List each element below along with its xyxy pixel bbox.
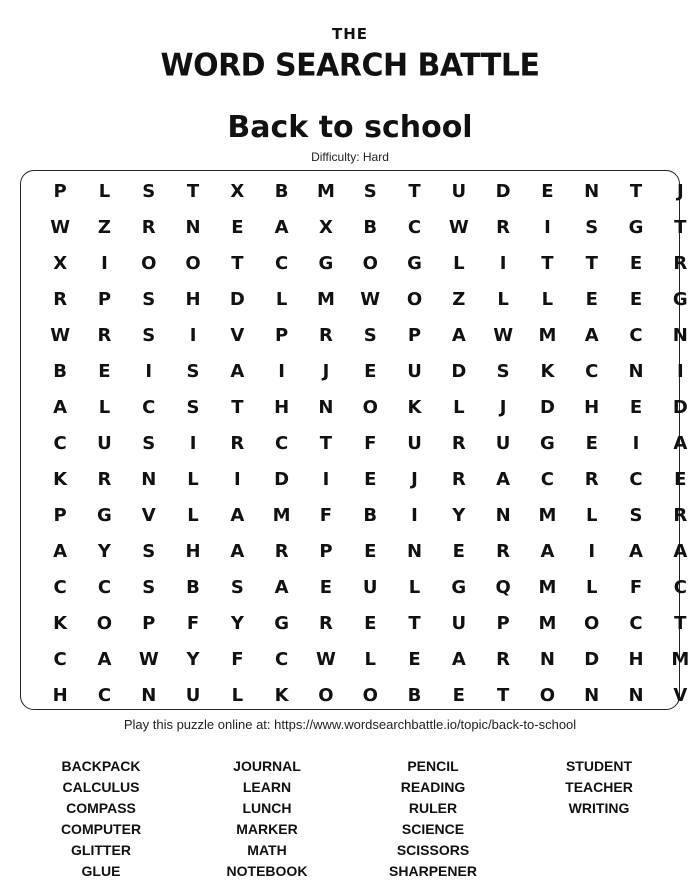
grid-cell[interactable]: L (364, 648, 376, 670)
difficulty-label: Difficulty: Hard (311, 150, 389, 164)
grid-cell[interactable]: S (363, 180, 377, 202)
word-list-item: NOTEBOOK (226, 863, 308, 879)
word-list-item: SHARPENER (389, 863, 477, 879)
grid-cell[interactable]: N (628, 684, 644, 706)
grid-cell[interactable]: C (53, 432, 67, 454)
grid-cell[interactable]: M (538, 504, 557, 526)
grid-cell[interactable]: R (97, 468, 112, 490)
grid-cell[interactable]: B (363, 504, 378, 526)
grid-cell[interactable]: U (362, 576, 378, 598)
grid-cell[interactable]: G (318, 252, 334, 274)
letter-grid[interactable] (38, 173, 690, 713)
grid-cell[interactable]: M (538, 576, 557, 598)
grid-cell[interactable]: N (141, 468, 157, 490)
grid-cell[interactable]: R (97, 324, 112, 346)
grid-cell[interactable]: G (451, 576, 467, 598)
grid-cell[interactable]: E (629, 252, 643, 274)
word-list-item: STUDENT (565, 758, 633, 774)
grid-cell[interactable]: K (53, 468, 68, 490)
brand-logo: WORD SEARCH BATTLE (160, 47, 540, 84)
grid-cell[interactable]: R (584, 468, 599, 490)
grid-cell[interactable]: P (407, 324, 422, 346)
word-list-item: PENCIL (407, 758, 459, 774)
grid-cell[interactable]: L (497, 288, 509, 310)
grid-cell[interactable]: O (539, 684, 556, 706)
grid-cell[interactable]: R (274, 540, 289, 562)
grid-cell[interactable]: A (53, 540, 68, 562)
grid-cell[interactable]: W (448, 216, 469, 238)
grid-cell[interactable]: N (495, 504, 511, 526)
grid-cell[interactable]: A (274, 576, 289, 598)
grid-cell[interactable]: M (316, 288, 335, 310)
grid-cell[interactable]: D (495, 180, 511, 202)
grid-cell[interactable]: S (496, 360, 510, 382)
grid-cell[interactable]: C (407, 216, 422, 238)
grid-cell[interactable]: R (496, 216, 511, 238)
grid-cell[interactable]: Z (452, 288, 466, 310)
word-list-item: CALCULUS (62, 779, 140, 795)
grid-cell[interactable]: X (318, 216, 333, 238)
grid-cell[interactable]: W (360, 288, 381, 310)
grid-cell[interactable]: E (364, 540, 377, 562)
grid-cell[interactable]: I (189, 432, 197, 454)
grid-cell[interactable]: T (496, 684, 510, 706)
grid-cell[interactable]: N (318, 396, 334, 418)
grid-cell[interactable]: C (585, 360, 599, 382)
grid-cell[interactable]: I (544, 216, 551, 238)
grid-cell[interactable]: C (275, 432, 289, 454)
word-list-item: LEARN (242, 779, 292, 795)
grid-cell[interactable]: N (672, 324, 688, 346)
grid-cell[interactable]: U (451, 180, 467, 202)
grid-cell[interactable]: T (231, 252, 244, 274)
word-list-column (350, 756, 516, 882)
grid-cell[interactable]: G (274, 612, 290, 634)
grid-cell[interactable]: A (451, 648, 466, 670)
grid-cell[interactable]: E (231, 216, 244, 238)
grid-cell[interactable]: O (96, 612, 113, 634)
grid-cell[interactable]: M (538, 324, 557, 346)
grid-cell[interactable]: C (673, 576, 687, 598)
grid-cell[interactable]: I (411, 504, 418, 526)
grid-cell[interactable]: P (97, 288, 112, 310)
grid-cell[interactable]: D (584, 648, 600, 670)
grid-cell[interactable]: W (138, 648, 159, 670)
online-link-text: Play this puzzle online at: https://www.wordsearchbattle.io/topic/back-to-school (123, 717, 577, 732)
grid-cell[interactable]: Q (495, 576, 511, 598)
grid-cell[interactable]: E (629, 288, 643, 310)
grid-cell[interactable]: N (539, 648, 555, 670)
grid-cell[interactable]: E (452, 540, 465, 562)
grid-cell[interactable]: H (185, 540, 201, 562)
grid-cell[interactable]: A (274, 216, 289, 238)
word-list-item: SCIENCE (401, 821, 465, 837)
grid-cell[interactable]: O (362, 684, 378, 706)
grid-cell[interactable]: W (50, 324, 71, 346)
grid-cell[interactable]: A (629, 540, 643, 562)
grid-cell[interactable]: J (676, 180, 684, 202)
grid-cell[interactable]: F (319, 504, 333, 526)
grid-cell[interactable]: C (629, 468, 643, 490)
grid-cell[interactable]: L (98, 396, 111, 418)
grid-cell[interactable]: D (451, 360, 467, 382)
grid-cell[interactable]: T (319, 432, 333, 454)
word-list (18, 756, 682, 882)
grid-cell[interactable]: S (142, 324, 156, 346)
grid-cell[interactable]: R (673, 504, 688, 526)
grid-cell[interactable]: K (540, 360, 555, 382)
grid-cell[interactable]: E (541, 180, 554, 202)
puzzle-title: Back to school (227, 110, 473, 145)
grid-cell[interactable]: Y (452, 504, 466, 526)
grid-cell[interactable]: A (97, 648, 112, 670)
grid-cell[interactable]: H (185, 288, 201, 310)
word-list-item: GLITTER (71, 842, 131, 858)
grid-cell[interactable]: R (451, 432, 466, 454)
grid-cell[interactable]: A (451, 324, 466, 346)
grid-cell[interactable]: S (186, 396, 200, 418)
grid-cell[interactable]: A (584, 324, 599, 346)
grid-cell[interactable]: L (585, 504, 598, 526)
grid-cell[interactable]: L (98, 180, 111, 202)
grid-cell[interactable]: S (585, 216, 599, 238)
grid-cell[interactable]: A (53, 396, 68, 418)
grid-cell[interactable]: W (50, 216, 71, 238)
grid-cell[interactable]: P (496, 612, 510, 634)
grid-cell[interactable]: D (539, 396, 555, 418)
grid-cell[interactable]: R (451, 468, 466, 490)
grid-cell[interactable]: C (97, 576, 112, 598)
grid-cell[interactable]: I (676, 360, 684, 382)
grid-cell[interactable]: S (363, 324, 377, 346)
grid-cell[interactable]: M (671, 648, 690, 670)
grid-cell[interactable]: L (187, 468, 199, 490)
grid-cell[interactable]: T (408, 612, 421, 634)
grid-cell[interactable]: O (362, 252, 378, 274)
grid-cell[interactable]: C (540, 468, 555, 490)
grid-cell[interactable]: R (230, 432, 245, 454)
grid-cell[interactable]: L (453, 396, 465, 418)
grid-cell[interactable]: D (229, 288, 245, 310)
grid-cell[interactable]: W (493, 324, 514, 346)
grid-cell[interactable]: X (230, 180, 245, 202)
grid-cell[interactable]: H (274, 396, 290, 418)
grid-cell[interactable]: J (499, 396, 507, 418)
grid-cell[interactable]: I (588, 540, 596, 562)
word-list-item: GLUE (81, 863, 121, 879)
grid-cell[interactable]: P (53, 504, 67, 526)
grid-cell[interactable]: L (231, 684, 244, 706)
brand-the: THE (331, 25, 369, 43)
grid-cell[interactable]: Y (230, 612, 244, 634)
grid-cell[interactable]: P (53, 180, 67, 202)
grid-cell[interactable]: F (629, 576, 643, 598)
grid-cell[interactable]: R (673, 252, 688, 274)
grid-cell[interactable]: I (233, 468, 241, 490)
grid-cell[interactable]: H (628, 648, 644, 670)
grid-cell[interactable]: T (585, 252, 598, 274)
grid-cell[interactable]: I (145, 360, 153, 382)
grid-cell[interactable]: A (230, 360, 245, 382)
grid-cell[interactable]: L (408, 576, 421, 598)
grid-cell[interactable]: J (322, 360, 330, 382)
grid-cell[interactable]: K (274, 684, 289, 706)
grid-cell[interactable]: T (231, 396, 244, 418)
word-list-item: TEACHER (565, 779, 633, 795)
grid-cell[interactable]: U (451, 612, 467, 634)
grid-cell[interactable]: S (629, 504, 643, 526)
grid-cell[interactable]: I (101, 252, 108, 274)
word-list-item: MARKER (236, 821, 298, 837)
grid-cell[interactable]: L (187, 504, 199, 526)
grid-cell[interactable]: E (98, 360, 111, 382)
grid-cell[interactable]: A (230, 540, 245, 562)
grid-cell[interactable]: I (499, 252, 507, 274)
grid-cell[interactable]: E (452, 684, 465, 706)
grid-cell[interactable]: P (142, 612, 156, 634)
grid-cell[interactable]: R (141, 216, 156, 238)
grid-cell[interactable]: E (674, 468, 687, 490)
grid-cell[interactable]: B (274, 180, 289, 202)
grid-cell[interactable]: N (185, 216, 201, 238)
grid-cell[interactable]: T (541, 252, 554, 274)
grid-cell[interactable]: R (53, 288, 68, 310)
word-list-item: COMPASS (66, 800, 136, 816)
word-list-item: RULER (408, 800, 458, 816)
grid-cell[interactable]: U (495, 432, 511, 454)
grid-cell[interactable]: Y (97, 540, 111, 562)
grid-cell[interactable]: E (319, 576, 333, 598)
grid-cell[interactable]: B (407, 684, 422, 706)
grid-cell[interactable]: B (363, 216, 378, 238)
grid-cell[interactable]: R (496, 648, 511, 670)
grid-cell[interactable]: H (52, 684, 68, 706)
grid-cell[interactable]: V (673, 684, 688, 706)
grid-cell[interactable]: C (275, 648, 289, 670)
grid-cell[interactable]: C (142, 396, 156, 418)
word-list-item: COMPUTER (60, 821, 142, 837)
grid-cell[interactable]: G (97, 504, 112, 526)
grid-cell[interactable]: N (628, 360, 644, 382)
grid-cell[interactable]: V (230, 324, 245, 346)
grid-cell[interactable]: S (142, 288, 156, 310)
grid-cell[interactable]: K (53, 612, 68, 634)
grid-cell[interactable]: W (316, 648, 336, 670)
grid-cell[interactable]: F (364, 432, 377, 454)
grid-cell[interactable]: S (230, 576, 244, 598)
grid-cell[interactable]: R (496, 540, 511, 562)
grid-cell[interactable]: G (672, 288, 688, 310)
grid-cell[interactable]: A (673, 432, 688, 454)
grid-cell[interactable]: S (142, 540, 156, 562)
grid-cell[interactable]: I (278, 360, 285, 382)
grid-cell[interactable]: N (406, 540, 423, 562)
grid-cell[interactable]: L (585, 576, 598, 598)
grid-cell[interactable]: N (584, 180, 600, 202)
grid-cell[interactable]: B (186, 576, 200, 598)
grid-cell[interactable]: C (629, 324, 643, 346)
grid-cell[interactable]: T (408, 180, 421, 202)
grid-cell[interactable]: U (407, 360, 422, 382)
grid-cell[interactable]: X (53, 252, 68, 274)
grid-cell[interactable]: E (364, 612, 377, 634)
grid-cell[interactable]: R (318, 324, 333, 346)
grid-cell[interactable]: T (186, 180, 200, 202)
grid-cell[interactable]: K (407, 396, 422, 418)
grid-cell[interactable]: A (540, 540, 555, 562)
word-list-item: MATH (247, 842, 287, 858)
word-list-item: JOURNAL (233, 758, 301, 774)
grid-cell[interactable]: S (142, 576, 156, 598)
grid-cell[interactable]: I (632, 432, 640, 454)
grid-cell[interactable]: O (362, 396, 378, 418)
grid-cell[interactable]: C (97, 684, 112, 706)
grid-cell[interactable]: A (230, 504, 245, 526)
letter-grid-frame (20, 170, 690, 710)
grid-cell[interactable]: N (584, 684, 600, 706)
grid-cell[interactable]: L (453, 252, 465, 274)
grid-cell[interactable]: M (538, 612, 557, 634)
grid-cell[interactable]: F (186, 612, 200, 634)
grid-cell[interactable]: B (53, 360, 68, 382)
word-list-item: SCISSORS (396, 842, 470, 858)
grid-cell[interactable]: D (274, 468, 290, 490)
grid-cell[interactable]: T (674, 216, 687, 238)
grid-cell[interactable]: O (406, 288, 423, 310)
word-list-item: BACKPACK (61, 758, 141, 774)
grid-cell[interactable]: M (272, 504, 291, 526)
grid-cell[interactable]: U (97, 432, 112, 454)
grid-cell[interactable]: O (318, 684, 334, 706)
grid-cell[interactable]: G (540, 432, 555, 454)
grid-cell[interactable]: S (142, 432, 156, 454)
grid-cell[interactable]: F (231, 648, 244, 670)
word-list-column (18, 756, 184, 882)
grid-cell[interactable]: A (496, 468, 511, 490)
grid-cell[interactable]: M (316, 180, 335, 202)
word-list-column (516, 756, 682, 882)
grid-cell[interactable]: U (185, 684, 201, 706)
grid-cell[interactable]: E (364, 468, 377, 490)
grid-cell[interactable]: H (584, 396, 600, 418)
grid-cell[interactable]: O (584, 612, 600, 634)
grid-cell[interactable]: Y (186, 648, 200, 670)
grid-cell[interactable]: O (141, 252, 157, 274)
grid-cell[interactable]: D (672, 396, 688, 418)
grid-cell[interactable]: L (541, 288, 554, 310)
grid-cell[interactable]: R (318, 612, 333, 634)
grid-cell[interactable]: U (407, 432, 422, 454)
word-list-item: READING (400, 779, 466, 795)
grid-cell[interactable]: J (411, 468, 418, 490)
grid-cell[interactable]: C (275, 252, 289, 274)
grid-cell[interactable]: S (142, 180, 156, 202)
word-list-item: LUNCH (242, 800, 292, 816)
grid-cell[interactable]: E (629, 396, 643, 418)
grid-cell[interactable]: E (585, 288, 598, 310)
grid-cell[interactable]: E (408, 648, 421, 670)
grid-cell[interactable]: S (186, 360, 200, 382)
grid-cell[interactable]: O (185, 252, 201, 274)
grid-cell[interactable]: G (628, 216, 644, 238)
grid-cell[interactable]: I (322, 468, 330, 490)
grid-cell[interactable]: C (53, 576, 67, 598)
grid-cell[interactable]: A (673, 540, 688, 562)
word-list-item: WRITING (568, 800, 630, 816)
grid-cell[interactable]: C (629, 612, 643, 634)
grid-cell[interactable]: P (319, 540, 333, 562)
grid-cell[interactable]: E (364, 360, 377, 382)
grid-cell[interactable]: P (275, 324, 289, 346)
grid-cell[interactable]: V (141, 504, 156, 526)
grid-cell[interactable]: Z (97, 216, 111, 238)
grid-cell[interactable]: C (53, 648, 67, 670)
grid-cell[interactable]: T (629, 180, 643, 202)
grid-cell[interactable]: G (407, 252, 422, 274)
grid-cell[interactable]: E (585, 432, 598, 454)
grid-cell[interactable]: I (189, 324, 197, 346)
grid-cell[interactable]: N (141, 684, 157, 706)
grid-cell[interactable]: T (674, 612, 687, 634)
word-list-column (184, 756, 350, 882)
grid-cell[interactable]: L (275, 288, 288, 310)
